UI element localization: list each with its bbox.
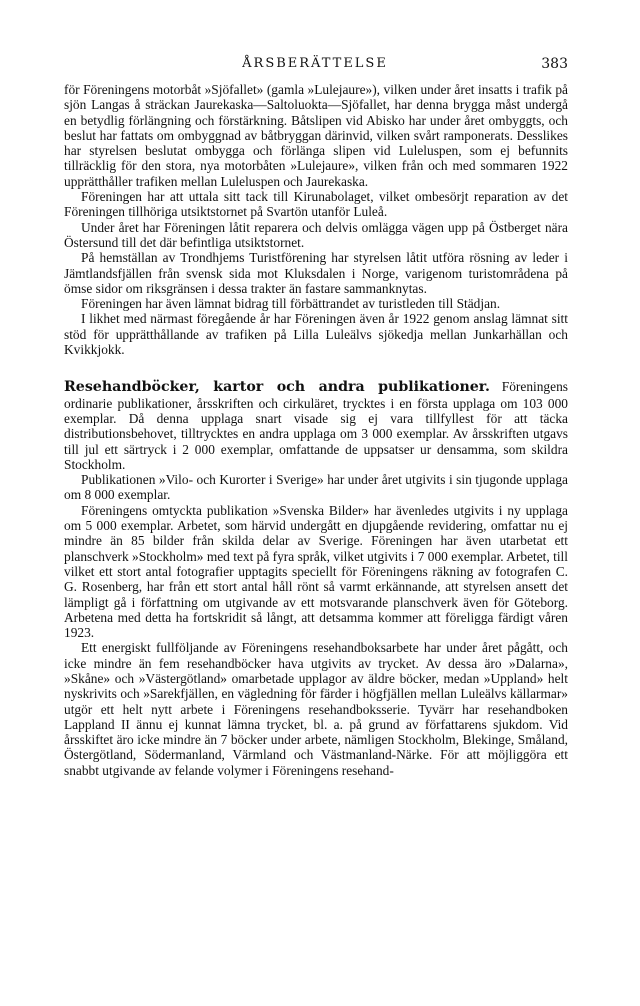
body-text [64,82,568,778]
paragraph-4: På hemställan av Trondhjems Turistförening har styrelsen låtit utföra rösning av leder i Jämtlandsfjällen från svensk sida mot Kluksdalen i Norge, varigenom turistområdena på ömse sidor om riksgränsen i dessa trakter än fastare sammanknytas. [64,250,568,296]
page-header [62,56,568,76]
section-paragraph-3: Ett energiskt fullföljande av Föreningens resehandboksarbete har under året pågått, och icke mindre än fem resehandböcker hava utgivits av trycket. Av dessa äro »Dalarna», »Skåne» och »Västergötland» omarbetade upplagor av äldre böcker, medan »Uppland» helt nyskrivits och »Sarekfjällen, en vägledning för färder i högfjällen mellan Luleälvs källarmar» utgör ett helt nytt arbete i Föreningens resehandboksserie. Tyvärr har resehandboken Lappland II ännu ej kunnat lämna trycket, bl. a. på grund av författarens sjukdom. Vid årsskiftet äro icke mindre än 7 böcker under arbete, nämligen Stockholm, Blekinge, Småland, Östergötland, Södermanland, Värmland och Västmanland-Närke. För att möjliggöra ett snabbt utgivande av felande volymer i Föreningens resehand- [64,640,568,778]
section-lead-paragraph [64,379,568,472]
paragraph-2: Föreningen har att uttala sitt tack till Kirunabolaget, vilket ombesörjt reparation av det Föreningen tillhöriga utsiktstornet på Svartön utanför Luleå. [64,189,568,220]
section-paragraph-1: Publikationen »Vilo- och Kurorter i Sverige» har under året utgivits i sin tjugonde upplaga om 8 000 exemplar. [64,472,568,503]
page-number: 383 [541,56,568,72]
paragraph-6: I likhet med närmast föregående år har Föreningen även år 1922 genom anslag lämnat sitt stöd för upprätthållande av trafiken på Lilla Luleälvs sjökedja mellan Junkarhällan och Kvikkjokk. [64,311,568,358]
section-paragraph-2: Föreningens omtyckta publikation »Svenska Bilder» har ävenledes utgivits i ny upplaga om 5 000 exemplar. Arbetet, som härvid undergått en djupgående revidering, omfattar nu ej mindre än 85 bilder från skilda delar av Sverige. Föreningen har även utarbetat ett planschverk »Stockholm» med text på fyra språk, vilket utgivits i 7 000 exemplar. Arbetet, till vilket ett stort antal fotografier upptagits speciellt för Föreningens räkning av fotografen C. G. Rosenberg, har från ett stort antal håll rönt så varmt erkännande, att styrelsen ansett det lämpligt gå i författning om utgivande av ett motsvarande planschverk även för Göteborg. Arbetena med detta ha fortskridit så långt, att detsamma kommer att föreligga färdigt våren 1923. [64,502,568,641]
section-lead-text: Föreningens ordinarie publikationer, årsskriften och cirkuläret, trycktes i en första upplaga om 103 000 exemplar. Då denna upplaga snart visade sig ej vara tillfyllest för att täcka distributionsbehovet, tilltrycktes en andra upplaga om 3 000 exemplar. Av årsskriften utgavs till jul ett särtryck i 2 000 exemplar, omfattande de uppsatser ur densamma, som skildra Stockholm. [64,379,568,472]
running-head: ÅRSBERÄTTELSE [242,56,388,71]
paragraph-1: för Föreningens motorbåt »Sjöfallet» (gamla »Lulejaure»), vilken under året insatts i trafik på sjön Langas å sträckan Jaurekaska—Saltoluokta—Sjöfallet, har denna brygga måst undergå en betydlig förlängning och förstärkning. Båtslipen vid Abisko har under året ombyggts, och beslut har fattats om ombyggnad av båtbryggan därinvid, vilken svårt ramponerats. Desslikes har styrelsen beslutat ombygga och förlänga slipen vid Luleluspen, som ej befunnits tillräcklig för den stora, nya motorbåten »Lulejaure», vilken från och med sommaren 1922 upprätthåller trafiken mellan Luleluspen och Jaurekaska. [64,82,568,189]
paragraph-5: Föreningen har även lämnat bidrag till förbättrandet av turistleden till Städjan. [81,296,501,312]
section-heading: Resehandböcker, kartor och andra publikationer. [64,379,490,396]
paragraph-3: Under året har Föreningen låtit reparera och delvis omlägga vägen upp på Östberget nära Östersund till det där befintliga utsiktstornet. [64,219,568,250]
